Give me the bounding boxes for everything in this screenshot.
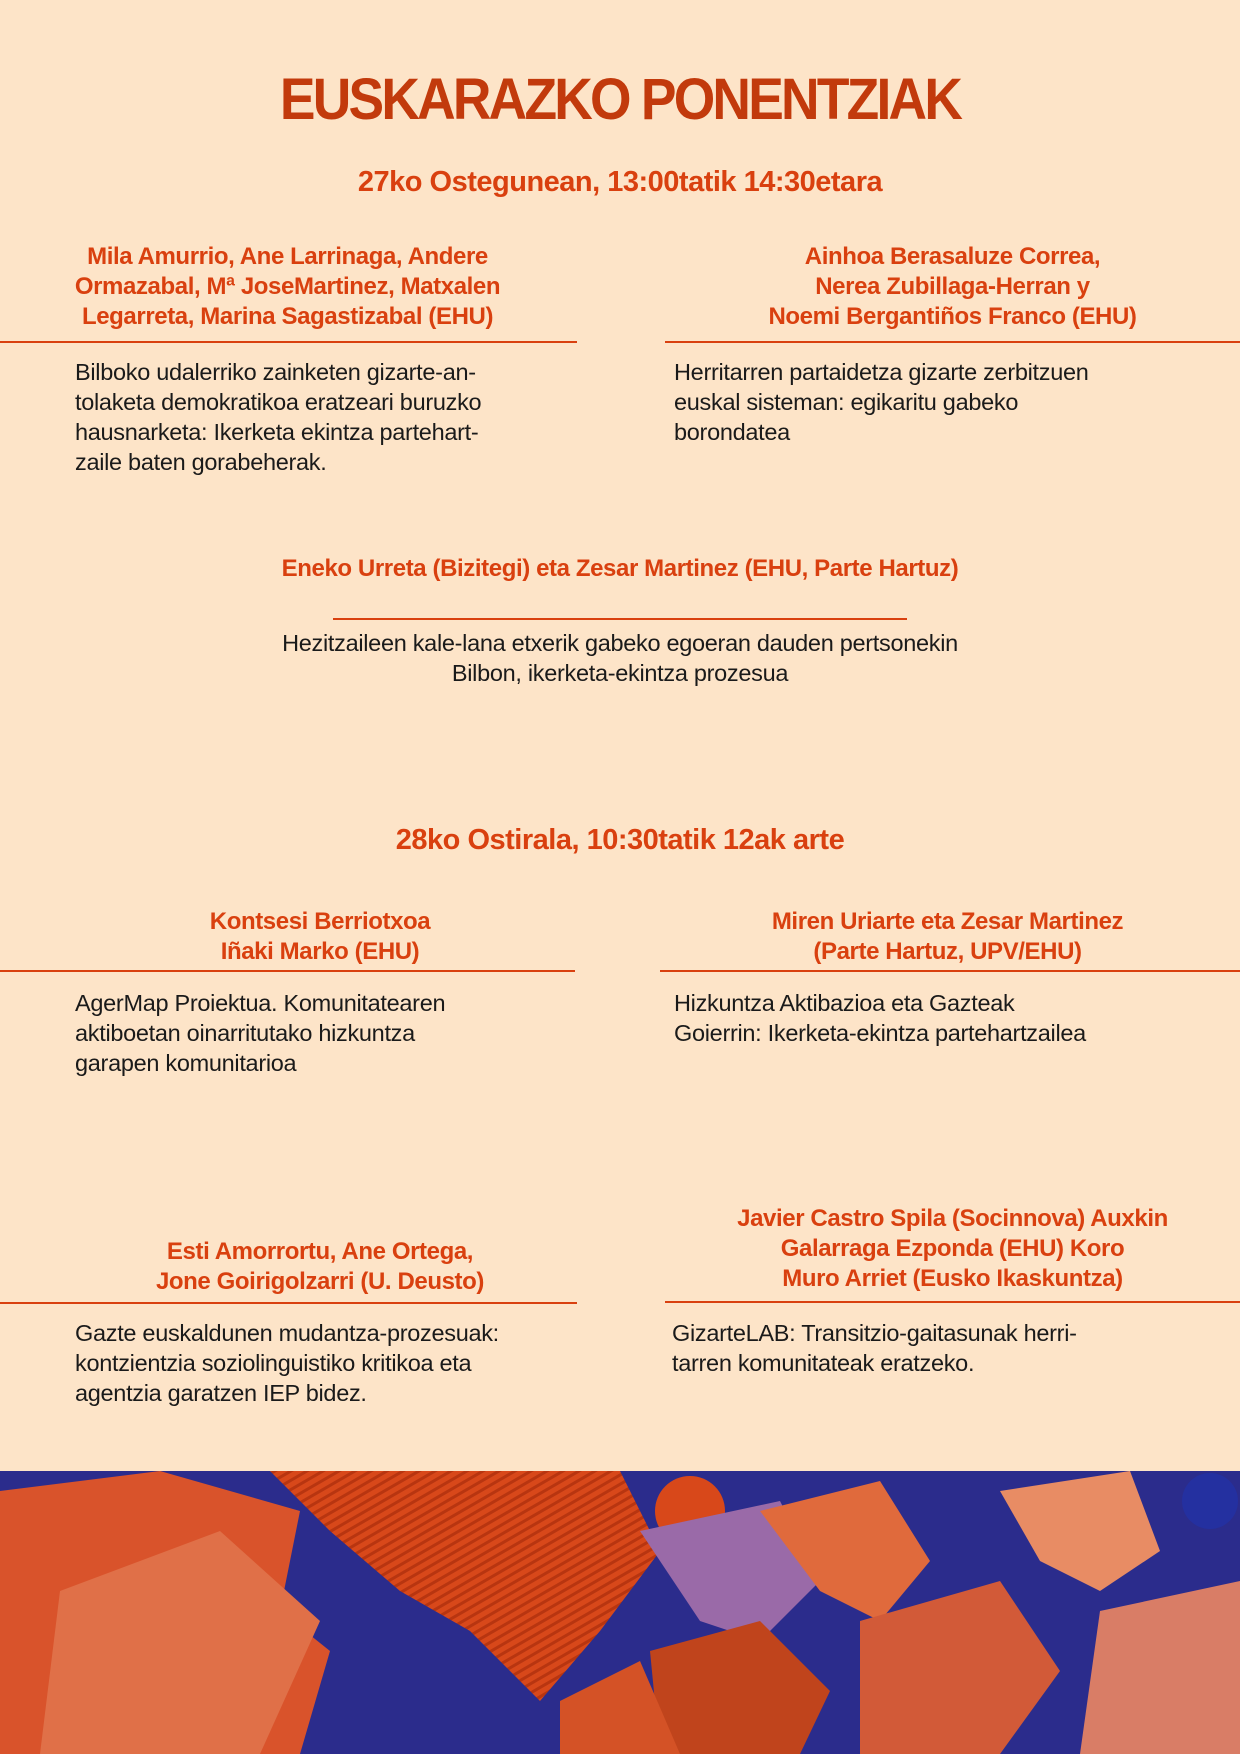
talk-title (674, 988, 1234, 1048)
divider (660, 970, 1240, 972)
talk-title (75, 988, 575, 1078)
talk-title (0, 628, 1240, 688)
talk-authors (0, 554, 1240, 584)
title-line: tolaketa demokratikoa eratzeari buruzko (75, 389, 482, 415)
talk-authors (665, 242, 1240, 332)
divider (665, 1301, 1240, 1303)
author-line: Jone Goirigolzarri (U. Deusto) (155, 1268, 485, 1295)
divider (0, 970, 575, 972)
divider (0, 1302, 577, 1304)
title-line: Goierrin: Ikerketa-ekintza partehartzailea (674, 1020, 1086, 1046)
author-line: Javier Castro Spila (Socinnova) Auxkin (737, 1205, 1168, 1232)
title-line: Hezitzaileen kale-lana etxerik gabeko egoeran dauden pertsonekin (282, 630, 958, 656)
title-line: aktiboetan oinarritutako hizkuntza (75, 1020, 415, 1046)
title-line: GizarteLAB: Transitzio-gaitasunak herri- (672, 1320, 1077, 1346)
author-line: Iñaki Marko (EHU) (220, 938, 420, 965)
author-line: Noemi Bergantiños Franco (EHU) (768, 303, 1137, 330)
title-line: euskal sisteman: egikaritu gabeko (674, 389, 1019, 415)
day-heading-28: 28ko Ostirala, 10:30tatik 12ak arte (395, 824, 845, 856)
author-line: Muro Arriet (Eusko Ikaskuntza) (782, 1265, 1123, 1292)
talk-authors (660, 907, 1235, 967)
title-line: Herritarren partaidetza gizarte zerbitzuen (674, 359, 1089, 385)
author-line: Esti Amorrortu, Ane Ortega, (166, 1238, 474, 1265)
author-line: Galarraga Ezponda (EHU) Koro (780, 1235, 1125, 1262)
title-line: Bilboko udalerriko zainketen gizarte-an- (75, 359, 476, 385)
title-line: borondatea (674, 419, 790, 445)
title-line: Hizkuntza Aktibazioa eta Gazteak (674, 990, 1015, 1016)
talk-authors (0, 907, 640, 967)
page-title: EUSKARAZKO PONENTZIAK (279, 67, 961, 132)
title-line: Gazte euskaldunen mudantza-prozesuak: (75, 1320, 499, 1346)
talk-authors (665, 1204, 1240, 1294)
title-line: kontzientzia soziolinguistiko kritikoa eta (75, 1350, 472, 1376)
title-line: zaile baten gorabeherak. (75, 449, 327, 475)
talk-title (674, 357, 1214, 447)
author-line: Miren Uriarte eta Zesar Martinez (771, 908, 1124, 935)
author-line: Ainhoa Berasaluze Correa, (804, 243, 1101, 270)
divider (0, 341, 577, 343)
talk-title (75, 1318, 595, 1408)
talk-authors (0, 242, 575, 332)
puzzle-illustration (0, 1471, 1240, 1754)
author-line: Kontsesi Berriotxoa (209, 908, 431, 935)
author-line: (Parte Hartuz, UPV/EHU) (813, 938, 1082, 965)
title-line: AgerMap Proiektua. Komunitatearen (75, 990, 446, 1016)
title-line: Bilbon, ikerketa-ekintza prozesua (451, 660, 789, 686)
title-line: agentzia garatzen IEP bidez. (75, 1380, 367, 1406)
talk-title (672, 1318, 1232, 1378)
title-line: tarren komunitateak eratzeko. (672, 1350, 975, 1376)
talk-title (75, 357, 575, 477)
author-line: Eneko Urreta (Bizitegi) eta Zesar Martinez (EHU, Parte Hartuz) (281, 555, 959, 582)
author-line: Ormazabal, Mª JoseMartinez, Matxalen (74, 273, 501, 300)
day-heading-27: 27ko Ostegunean, 13:00tatik 14:30etara (357, 166, 883, 198)
talk-authors (0, 1237, 640, 1297)
divider (333, 618, 907, 620)
divider (665, 341, 1240, 343)
title-line: hausnarketa: Ikerketa ekintza partehart- (75, 419, 479, 445)
puzzle-pieces-photo (0, 1471, 1240, 1754)
title-line: garapen komunitarioa (75, 1050, 297, 1076)
author-line: Mila Amurrio, Ane Larrinaga, Andere (87, 243, 488, 270)
author-line: Nerea Zubillaga-Herran y (815, 273, 1090, 300)
author-line: Legarreta, Marina Sagastizabal (EHU) (81, 303, 494, 330)
